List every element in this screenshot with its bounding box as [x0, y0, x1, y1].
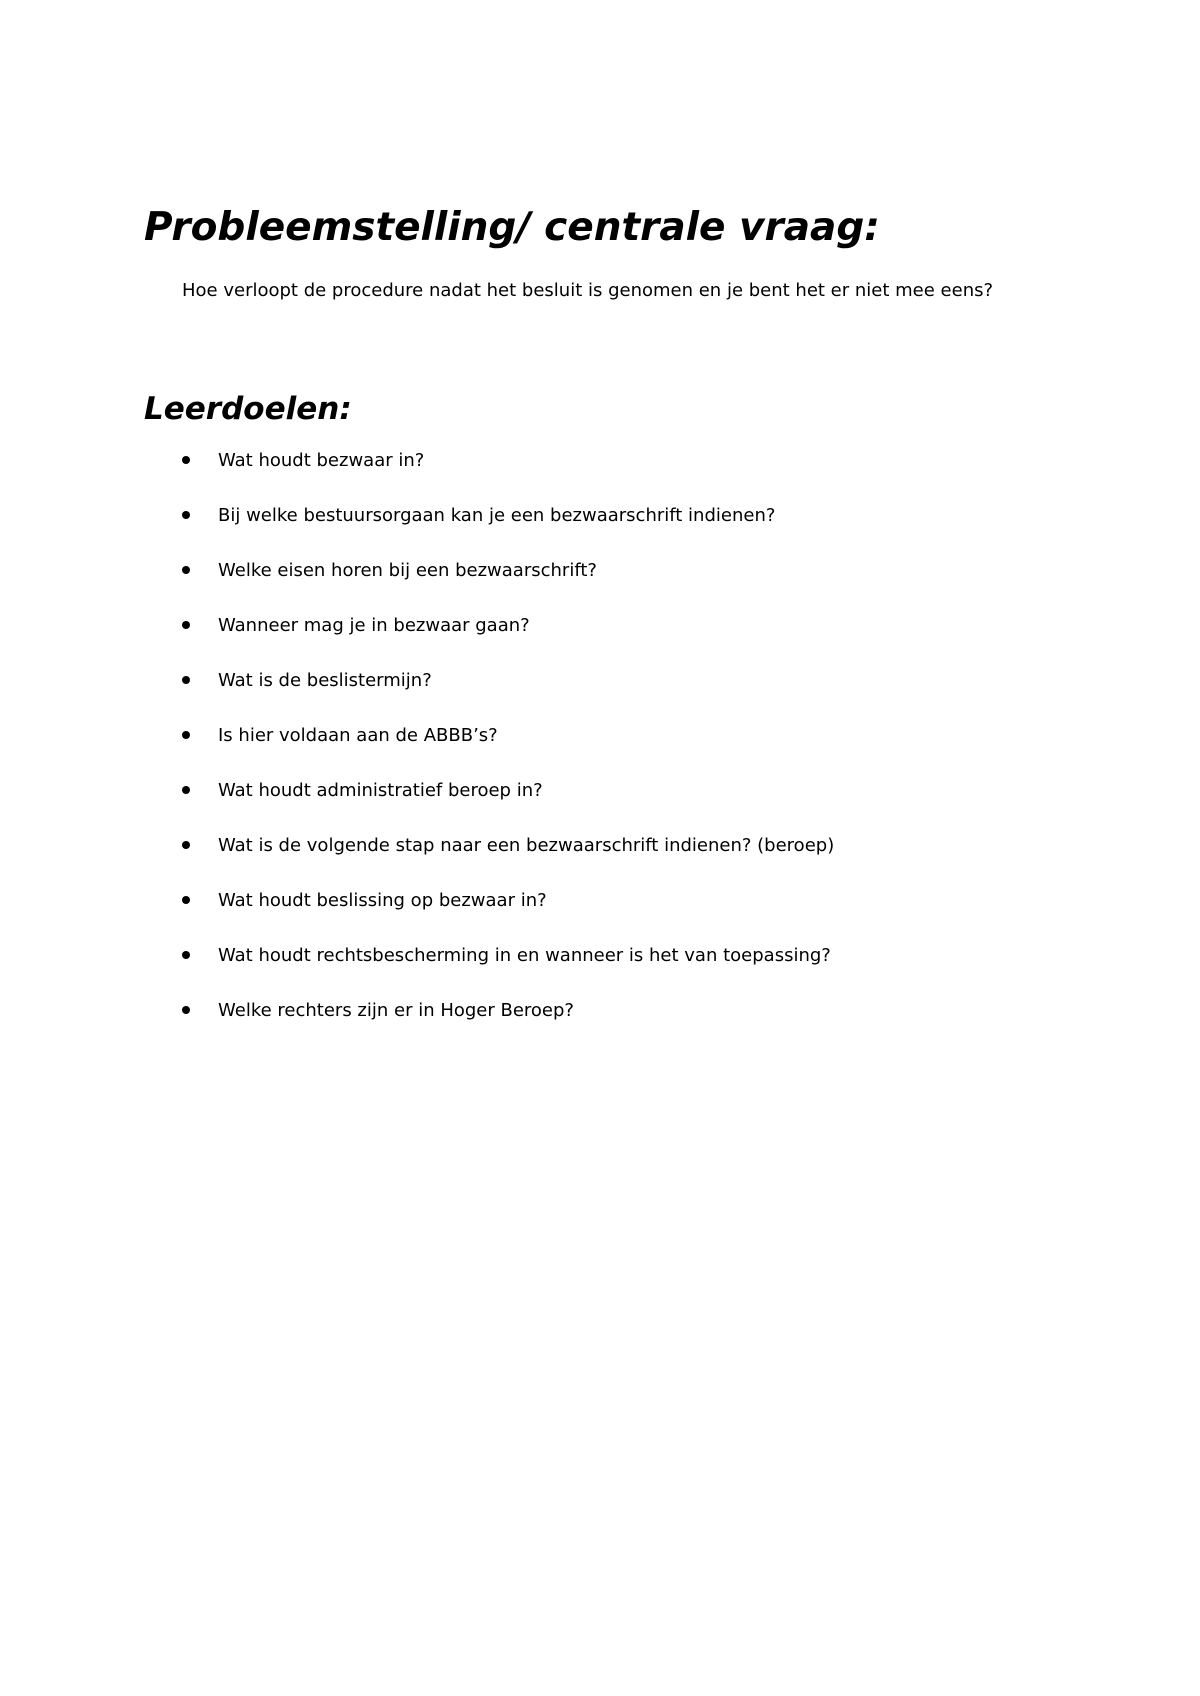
bullet-icon: [182, 566, 190, 574]
list-item: [0, 887, 1200, 942]
list-item: [0, 612, 1200, 667]
bullet-icon: [182, 676, 190, 684]
problem-statement-heading: Probleemstelling/ centrale vraag:: [144, 205, 880, 250]
list-item: [0, 557, 1200, 612]
central-question-text: Hoe verloopt de procedure nadat het besluit is genomen en je bent het er niet mee eens?: [182, 280, 994, 301]
bullet-icon: [182, 511, 190, 519]
list-item-text: Wat is de volgende stap naar een bezwaarschrift indienen? (beroep): [218, 835, 835, 856]
bullet-icon: [182, 1006, 190, 1014]
bullet-icon: [182, 786, 190, 794]
list-item-text: Is hier voldaan aan de ABBB’s?: [218, 725, 498, 746]
bullet-icon: [182, 731, 190, 739]
list-item-text: Bij welke bestuursorgaan kan je een bezwaarschrift indienen?: [218, 505, 776, 526]
list-item-text: Welke rechters zijn er in Hoger Beroep?: [218, 1000, 574, 1021]
list-item: [0, 722, 1200, 777]
list-item: [0, 997, 1200, 1052]
list-item-text: Wat houdt administratief beroep in?: [218, 780, 543, 801]
bullet-icon: [182, 896, 190, 904]
bullet-icon: [182, 456, 190, 464]
learning-goals-heading: Leerdoelen:: [144, 391, 352, 427]
list-item: [0, 502, 1200, 557]
list-item: [0, 777, 1200, 832]
bullet-icon: [182, 951, 190, 959]
list-item: [0, 667, 1200, 722]
list-item-text: Wat houdt rechtsbescherming in en wanneer is het van toepassing?: [218, 945, 831, 966]
list-item-text: Wanneer mag je in bezwaar gaan?: [218, 615, 530, 636]
list-item-text: Wat houdt beslissing op bezwaar in?: [218, 890, 547, 911]
list-item: [0, 447, 1200, 502]
list-item: [0, 832, 1200, 887]
bullet-icon: [182, 621, 190, 629]
list-item-text: Wat houdt bezwaar in?: [218, 450, 425, 471]
list-item: [0, 942, 1200, 997]
list-item-text: Wat is de beslistermijn?: [218, 670, 432, 691]
list-item-text: Welke eisen horen bij een bezwaarschrift?: [218, 560, 597, 581]
bullet-icon: [182, 841, 190, 849]
learning-goals-list: [0, 447, 1200, 1052]
